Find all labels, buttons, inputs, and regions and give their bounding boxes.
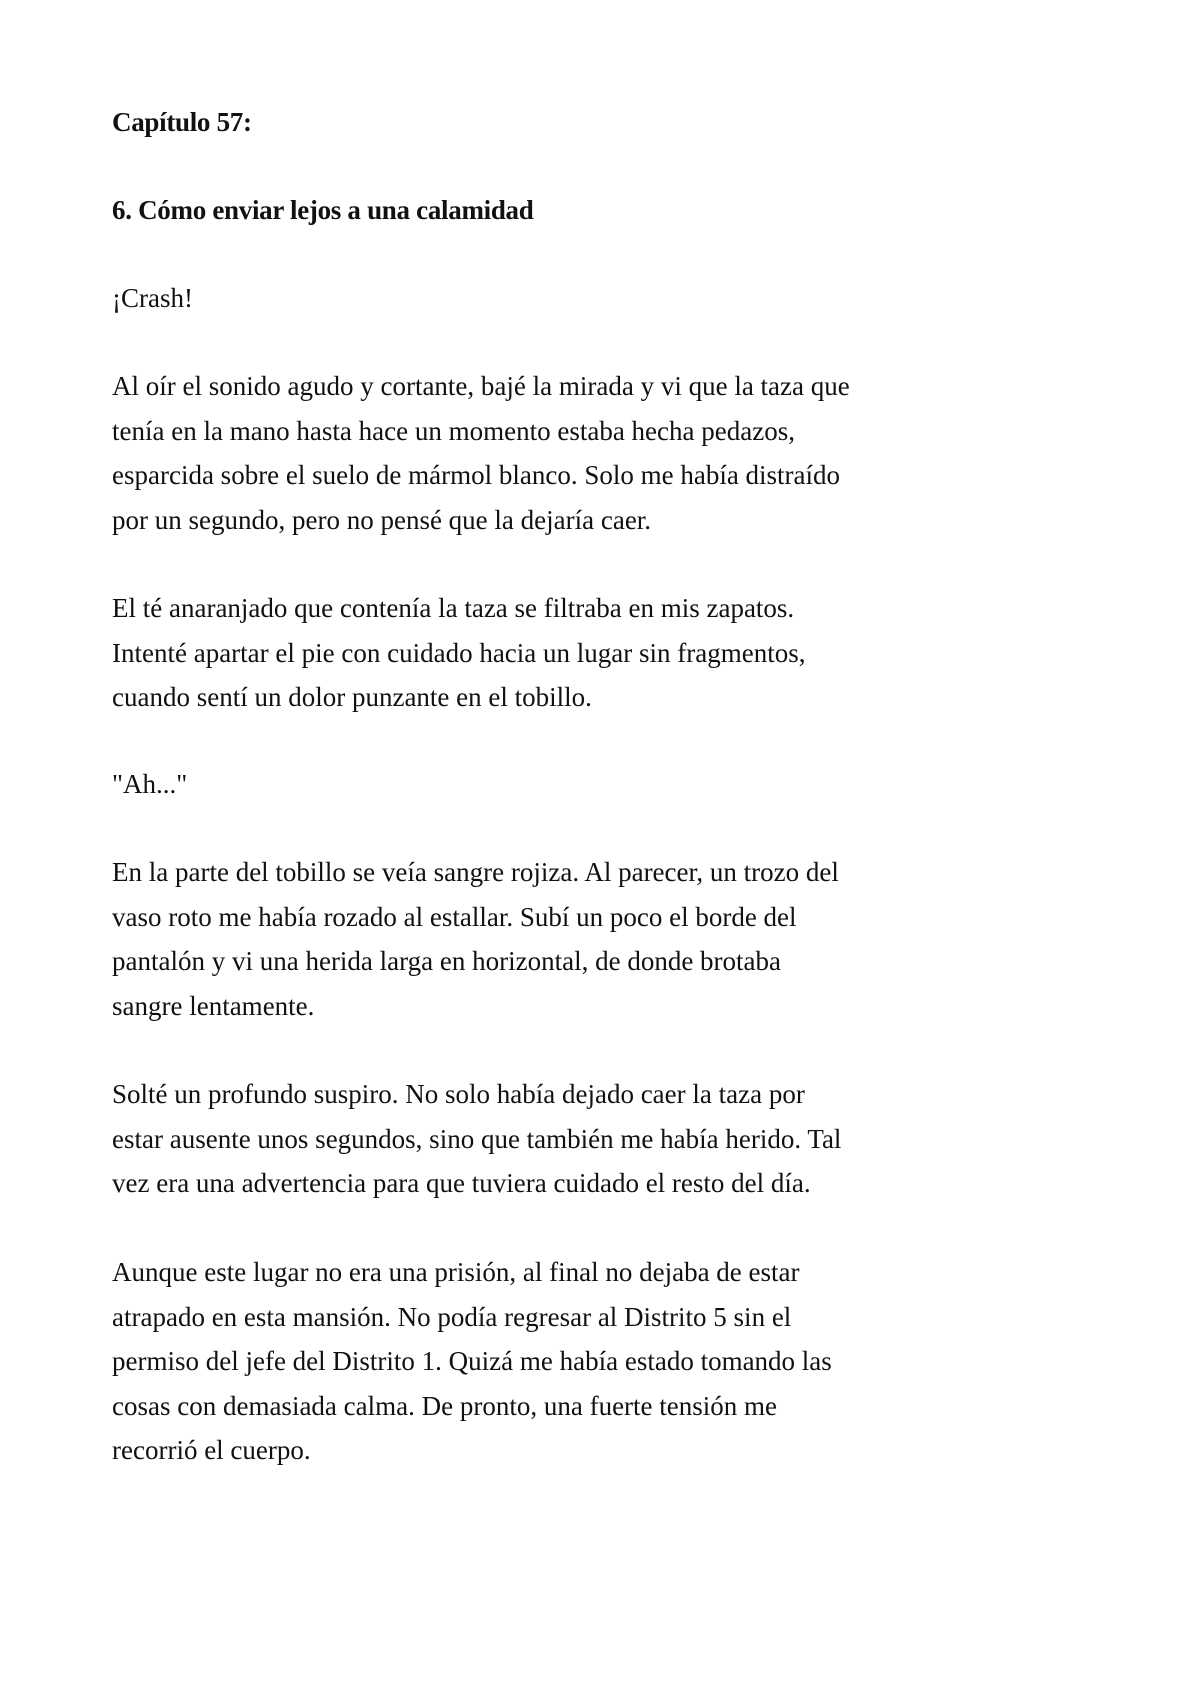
- paragraph-3: [112, 586, 805, 720]
- paragraph-line: esparcida sobre el suelo de mármol blanco. Solo me había distraído: [112, 460, 841, 490]
- paragraph-line: estar ausente unos segundos, sino que también me había herido. Tal: [112, 1123, 842, 1154]
- paragraph-4: [112, 762, 187, 807]
- paragraph-line: Aunque este lugar no era una prisión, al final no dejaba de estar: [112, 1257, 800, 1287]
- paragraph-line: permiso del jefe del Distrito 1. Quizá me había estado tomando las: [112, 1346, 832, 1376]
- paragraph-line: sangre lentamente.: [112, 990, 315, 1021]
- chapter-title: 6. Cómo enviar lejos a una calamidad: [112, 195, 534, 225]
- paragraph-line: cuando sentí un dolor punzante en el tobillo.: [112, 682, 592, 712]
- paragraph-line: Intenté apartar el pie con cuidado hacia un lugar sin fragmentos,: [112, 637, 806, 668]
- paragraph-line: "Ah...": [112, 769, 188, 799]
- paragraph-7: [112, 1250, 832, 1473]
- paragraph-line: pantalón y vi una herida larga en horizontal, de donde brotaba: [112, 946, 782, 976]
- paragraph-1: [112, 276, 193, 321]
- paragraph-5: [112, 850, 839, 1028]
- paragraph-line: recorrió el cuerpo.: [112, 1435, 311, 1465]
- paragraph-line: vez era una advertencia para que tuviera cuidado el resto del día.: [112, 1168, 811, 1198]
- paragraph-line: Al oír el sonido agudo y cortante, bajé la mirada y vi que la taza que: [112, 371, 850, 401]
- paragraph-line: En la parte del tobillo se veía sangre rojiza. Al parecer, un trozo del: [112, 857, 839, 887]
- paragraph-line: vaso roto me había rozado al estallar. Subí un poco el borde del: [112, 901, 797, 932]
- paragraph-line: El té anaranjado que contenía la taza se filtraba en mis zapatos.: [112, 593, 795, 623]
- paragraph-line: cosas con demasiada calma. De pronto, una fuerte tensión me: [112, 1390, 778, 1421]
- paragraph-line: tenía en la mano hasta hace un momento estaba hecha pedazos,: [112, 415, 795, 446]
- paragraph-6: [112, 1072, 841, 1206]
- paragraph-line: por un segundo, pero no pensé que la dejaría caer.: [112, 504, 652, 535]
- paragraph-line: atrapado en esta mansión. No podía regresar al Distrito 5 sin el: [112, 1301, 792, 1332]
- paragraph-line: Solté un profundo suspiro. No solo había dejado caer la taza por: [112, 1079, 805, 1109]
- paragraph-line: ¡Crash!: [112, 283, 193, 313]
- chapter-label: Capítulo 57:: [112, 107, 252, 137]
- paragraph-2: [112, 364, 850, 542]
